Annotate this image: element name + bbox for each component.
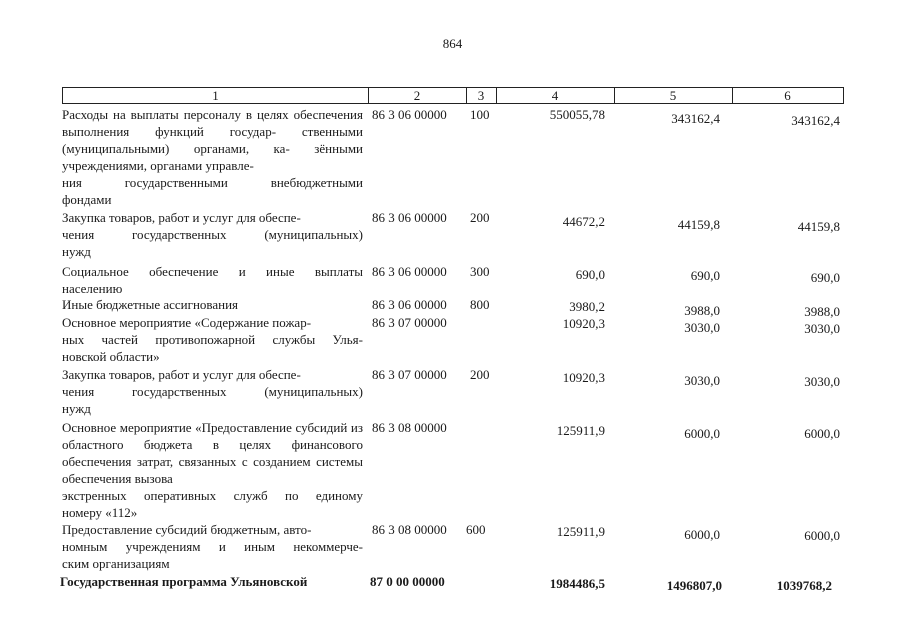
row-value-col4: 125911,9: [556, 524, 605, 539]
row-value-col5: 3988,0: [684, 303, 720, 318]
row-code: 86 3 06 00000: [372, 264, 447, 279]
row-code: 86 3 06 00000: [372, 107, 447, 122]
row-code: 87 0 00 00000: [370, 574, 445, 589]
row-value-col5: 343162,4: [671, 111, 720, 126]
row-expense-type: 800: [470, 297, 490, 312]
row-code: 86 3 08 00000: [372, 420, 447, 435]
row-code: 86 3 06 00000: [372, 297, 447, 312]
row-expense-type: 200: [470, 210, 490, 225]
row-expense-type: 200: [470, 367, 490, 382]
row-value-col6: 1039768,2: [776, 578, 832, 593]
row-code: 86 3 07 00000: [372, 367, 447, 382]
table-row-description: Социальное обеспечение и иные выплаты населению: [62, 264, 363, 296]
table-row-description: Закупка товаров, работ и услуг для обеспе- чения государственных (муниципальных) нужд: [62, 210, 363, 259]
table-row-description: Государственная программа Ульяновской: [60, 574, 308, 589]
table-row-description: Предоставление субсидий бюджетным, авто- номным учреждениям и иным некоммерче- ским организациям: [62, 522, 363, 571]
row-expense-type: 300: [470, 264, 490, 279]
row-value-col5: 6000,0: [684, 426, 720, 441]
header-col-3: 3: [477, 88, 485, 103]
row-value-col5: 6000,0: [684, 527, 720, 542]
header-col-6: 6: [784, 88, 791, 103]
row-value-col4: 44672,2: [562, 214, 605, 229]
row-value-col5: 44159,8: [677, 217, 720, 232]
row-value-col5: 3030,0: [684, 373, 720, 388]
row-value-col5: 690,0: [690, 268, 720, 283]
row-value-col6: 44159,8: [797, 219, 840, 234]
row-value-col4: 690,0: [575, 267, 605, 282]
table-row-description: Расходы на выплаты персоналу в целях обеспечения выполнения функций государ- ственными (муниципальными) органами, ка- зёнными учреждениями, органами управле- ния государственными внебюджетными фондами: [62, 107, 364, 207]
header-col-1: 1: [212, 88, 219, 103]
header-col-2: 2: [413, 88, 421, 103]
row-value-col4: 550055,78: [549, 107, 605, 122]
row-value-col4: 10920,3: [562, 316, 605, 331]
row-expense-type: 100: [470, 107, 490, 122]
row-value-col6: 690,0: [810, 270, 840, 285]
table-row-description: Основное мероприятие «Предоставление субсидий из областного бюджета в целях финансового обеспечения затрат, связанных с созданием системы обеспечения вызова экстренных оперативных служб по единому номеру «112»: [62, 420, 364, 520]
row-value-col4: 125911,9: [556, 423, 605, 438]
row-expense-type: 600: [466, 522, 486, 537]
row-value-col6: 343162,4: [791, 113, 840, 128]
page-number: 864: [442, 36, 463, 51]
row-value-col5: 1496807,0: [666, 578, 722, 593]
row-value-col6: 6000,0: [804, 426, 840, 441]
table-header: [62, 87, 844, 104]
row-value-col6: 3030,0: [804, 374, 840, 389]
row-code: 86 3 07 00000: [372, 315, 447, 330]
table-row-description: Иные бюджетные ассигнования: [62, 297, 239, 312]
row-value-col5: 3030,0: [684, 320, 720, 335]
header-col-4: 4: [551, 88, 559, 103]
row-value-col4: 1984486,5: [549, 576, 605, 591]
table-row-description: Основное мероприятие «Содержание пожар- ных частей противопожарной службы Улья- новской области»: [62, 315, 363, 364]
row-value-col6: 6000,0: [804, 528, 840, 543]
row-code: 86 3 06 00000: [372, 210, 447, 225]
row-code: 86 3 08 00000: [372, 522, 447, 537]
row-value-col4: 10920,3: [562, 370, 605, 385]
header-col-5: 5: [669, 88, 677, 103]
table-row-description: Закупка товаров, работ и услуг для обеспе- чения государственных (муниципальных) нужд: [62, 367, 363, 416]
row-value-col6: 3030,0: [804, 321, 840, 336]
row-value-col6: 3988,0: [804, 304, 840, 319]
row-value-col4: 3980,2: [569, 299, 605, 314]
